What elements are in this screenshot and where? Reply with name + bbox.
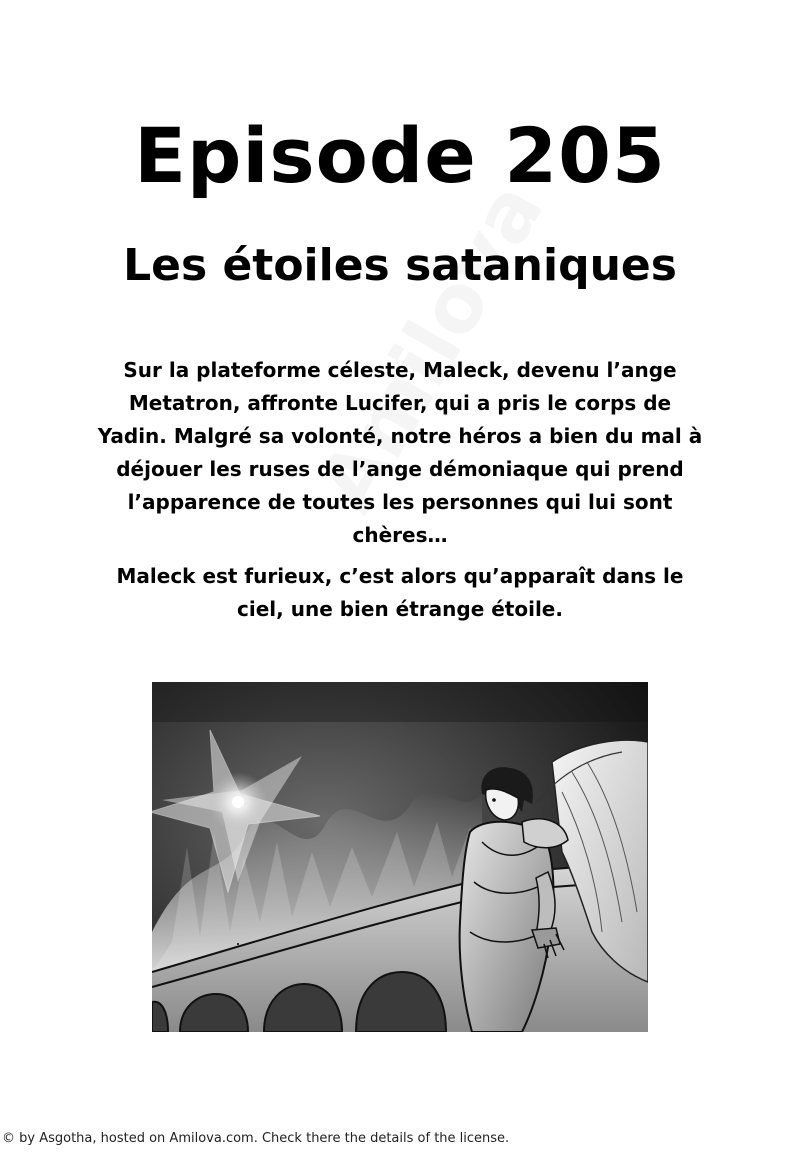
synopsis-paragraph: Maleck est furieux, c’est alors qu’apparaît dans le ciel, une bien étrange étoile. [116,564,684,621]
synopsis-paragraph: Sur la plateforme céleste, Maleck, devenu l’ange Metatron, affronte Lucifer, qui a pris le corps de Yadin. Malgré sa volonté, notre héros a bien du mal à déjouer les ruses de l’ange démoniaque qui prend l’apparence de toutes les personnes qui lui sont chères… [97,358,703,547]
episode-title: Episode 205 [134,111,666,200]
episode-subtitle: Les étoiles sataniques [123,240,677,291]
illustration-scene [152,682,648,1032]
cover-illustration [152,682,648,1032]
synopsis [92,354,708,634]
footer-license: © by Asgotha, hosted on Amilova.com. Check there the details of the license. [2,1131,510,1146]
